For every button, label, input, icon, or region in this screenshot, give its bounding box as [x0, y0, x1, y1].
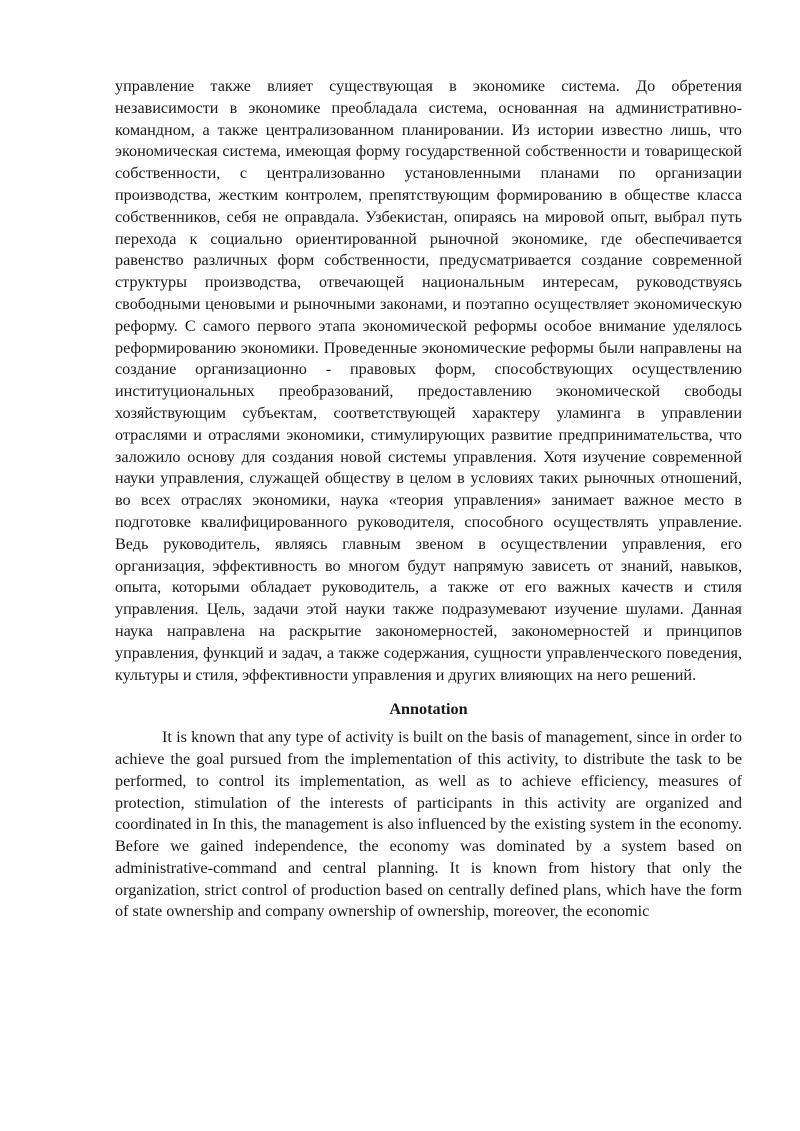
annotation-paragraph: It is known that any type of activity is built on the basis of management, since in order to achieve the goal pursued from the implementation of this activity, to distribute the task to be performed, to control its implementation, as well as to achieve efficiency, measures of protection, stimulation of the interests of participants in this activity are organized and coordinated in In this, the management is also influenced by the existing system in the economy. Before we gained independence, the economy was dominated by a system based on administrative-command and central planning. It is known from history that only the organization, strict control of production based on centrally defined plans, which have the form of state ownership and company ownership of ownership, moreover, the economic	[115, 728, 742, 921]
document-page	[115, 76, 742, 923]
russian-body-paragraph: управление также влияет существующая в экономике система. До обретения независимости в экономике преобладала система, основанная на административно-командном, а также централизованном планировании. Из истории известно лишь, что экономическая система, имеющая форму государственной собственности и товарищеской собственности, с централизованно установленными планами по организации производства, жестким контролем, препятствующим формированию в обществе класса собственников, себя не оправдала. Узбекистан, опираясь на мировой опыт, выбрал путь перехода к социально ориентированной рыночной экономике, где обеспечивается равенство различных форм собственности, предусматривается создание современной структуры производства, отвечающей национальным интересам, руководствуясь свободными ценовыми и рыночными законами, и поэтапно осуществляет экономическую реформу. С самого первого этапа экономической реформы особое внимание уделялось реформированию экономики. Проведенные экономические реформы были направлены на создание организационно - правовых форм, способствующих осуществлению институциональных преобразований, предоставлению экономической свободы хозяйствующим субъектам, соответствующей характеру уламинга в управлении отраслями и отраслями экономики, стимулирующих развитие предпринимательства, что заложило основу для создания новой системы управления. Хотя изучение современной науки управления, служащей обществу в целом в условиях таких рыночных отношений, во всех отраслях экономики, наука «теория управления» занимает важное место в подготовке квалифицированного руководителя, способного осуществлять управление. Ведь руководитель, являясь главным звеном в осуществлении управления, его организация, эффективность во многом будут напрямую зависеть от знаний, навыков, опыта, которыми обладает руководитель, а также от его важных качеств и стиля управления. Цель, задачи этой науки также подразумевают изучение шулами. Данная наука направлена на раскрытие закономерностей, закономерностей и принципов управления, функций и задач, а также содержания, сущности управленческого поведения, культуры и стиля, эффективности управления и других влияющих на него решений.	[115, 77, 742, 684]
annotation-heading: Annotation	[389, 700, 468, 719]
